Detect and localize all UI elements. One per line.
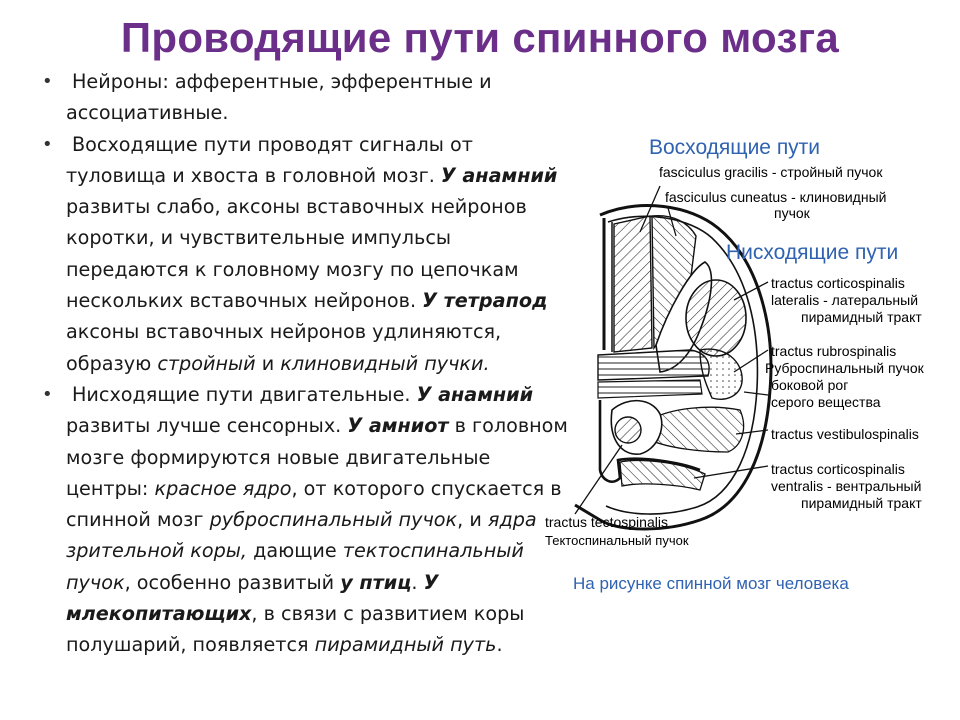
- corticospinal-ventral-region: [620, 461, 705, 491]
- italic-text: руброспинальный пучок: [209, 508, 458, 532]
- gracilis-region: [614, 216, 652, 352]
- text-run: дающие: [247, 539, 343, 563]
- text-run: .: [411, 570, 424, 594]
- label-cuneatus-line2: пучок: [774, 205, 810, 221]
- text-run: , от которого спускается в спинной мозг: [66, 476, 562, 532]
- tectospinal-region: [615, 417, 641, 443]
- text-run: развиты слабо, аксоны вставочных нейронов коротки, и чувствительные импульсы передаются к головному мозгу по цепочкам нескольких вставочных нейронов.: [66, 195, 527, 313]
- italic-text: клиновидный пучки.: [280, 351, 490, 375]
- descending-paths-header: Нисходящие пути: [726, 241, 899, 264]
- text-run: развиты лучше сенсорных.: [66, 414, 348, 438]
- label-gracilis: fasciculus gracilis - стройный пучок: [659, 164, 883, 180]
- rubrospinal-region: [700, 349, 742, 399]
- label-lateral-horn: боковой рог: [771, 377, 849, 393]
- emphasis-text: У тетрапод: [422, 289, 548, 313]
- label-rubrospinal: tractus rubrospinalis: [771, 343, 897, 359]
- emphasis-text: У анамний: [416, 382, 534, 406]
- text-run: .: [496, 633, 503, 657]
- text-run: , особенно развитый: [124, 570, 341, 594]
- label-tectospinal: tractus tectospinalis: [545, 514, 668, 530]
- text-run: и: [255, 351, 281, 375]
- bullet-dot-icon: •: [42, 383, 53, 405]
- text-run: Нейроны: афферентные, эфферентные и ассоциативные.: [66, 70, 492, 125]
- italic-text: стройный: [157, 351, 256, 375]
- emphasis-text: У анамний: [440, 163, 558, 187]
- label-tectospinal-ru: Тектоспинальный пучок: [545, 533, 689, 548]
- label-rubrospinal-ru: Руброспинальный пучок: [765, 360, 924, 376]
- corticospinal-lateral-region: [686, 280, 746, 356]
- label-corticospinal-ventral: tractus corticospinalis: [771, 461, 905, 477]
- text-run: , в связи с развитием коры полушарий, появляется: [66, 602, 525, 657]
- label-corticospinal-ventral-line3: пирамидный тракт: [801, 495, 922, 511]
- italic-text: ядра зрительной коры,: [66, 508, 537, 563]
- text-run: аксоны вставочных нейронов удлиняются, образую: [66, 320, 502, 375]
- label-corticospinal-lateral-line3: пирамидный тракт: [801, 309, 922, 325]
- ascending-paths-header: Восходящие пути: [649, 136, 821, 159]
- central-band: [598, 350, 709, 380]
- label-corticospinal-lateral-line2: lateralis - латеральный: [771, 292, 919, 308]
- label-corticospinal-lateral: tractus corticospinalis: [771, 275, 905, 291]
- label-vestibulospinal: tractus vestibulospinalis: [771, 426, 919, 442]
- bullet-dot-icon: •: [42, 71, 53, 92]
- text-run: , и: [457, 508, 488, 532]
- emphasis-text: у птиц: [340, 570, 412, 594]
- text-run: Восходящие пути проводят сигналы от туловища и хвоста в головной мозг.: [66, 132, 473, 187]
- figure-caption: На рисунке спинной мозг человека: [573, 574, 849, 593]
- text-run: в головном мозге формируются новые двигательные центры:: [66, 414, 568, 500]
- italic-text: пирамидный путь: [314, 633, 497, 657]
- vestibulospinal-region: [650, 407, 744, 452]
- italic-text: красное ядро: [154, 476, 292, 500]
- label-cuneatus: fasciculus cuneatus - клиновидный: [665, 189, 887, 205]
- label-corticospinal-ventral-line2: ventralis - вентральный: [771, 478, 922, 494]
- emphasis-text: У амниот: [347, 414, 449, 438]
- italic-text: тектоспинальный пучок: [66, 539, 524, 594]
- emphasis-text: У млекопитающих: [66, 570, 439, 626]
- text-run: Нисходящие пути двигательные.: [72, 382, 417, 406]
- bullet-dot-icon: •: [42, 133, 53, 155]
- slide-title: Проводящие пути спинного мозга: [120, 14, 840, 61]
- label-lateral-horn-line2: серого вещества: [771, 394, 881, 410]
